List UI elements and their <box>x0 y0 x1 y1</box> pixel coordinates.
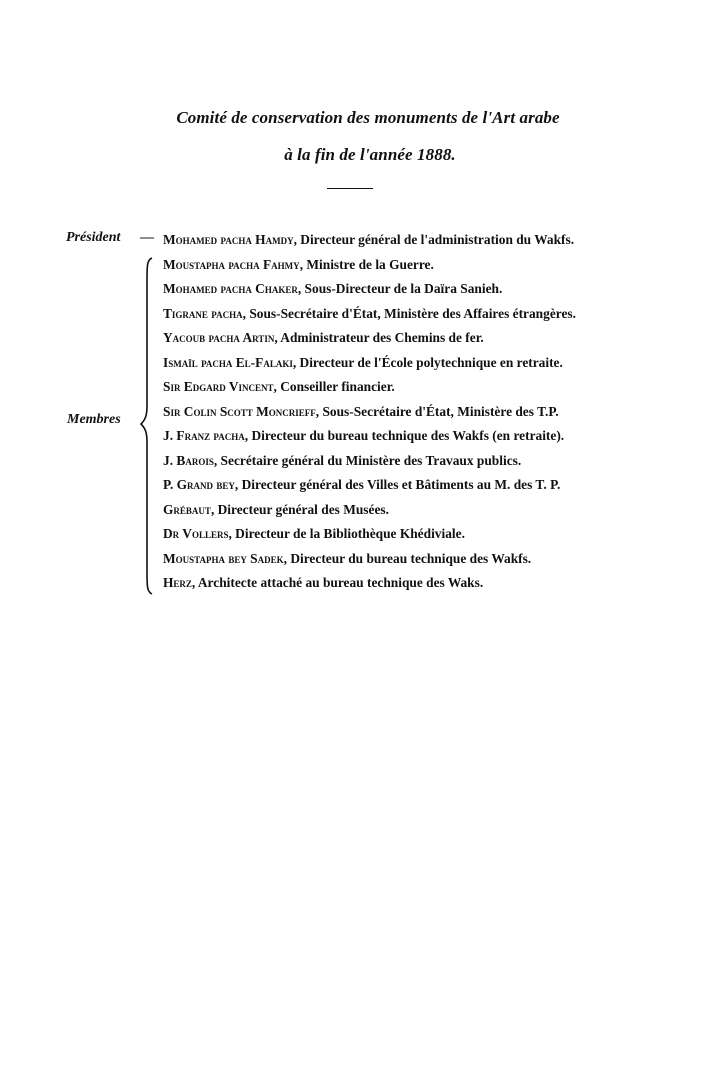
entry-separator: , <box>234 477 242 492</box>
member-name: Moustapha bey Sadek <box>163 550 284 566</box>
list-item <box>163 475 663 500</box>
member-role: Conseiller financier. <box>280 379 395 394</box>
entry-separator: , <box>274 330 281 345</box>
members-label: Membres <box>67 412 121 427</box>
entry-separator: , <box>228 526 236 541</box>
member-name: Sir Colin Scott Moncrieff <box>163 403 316 419</box>
list-item <box>163 328 663 353</box>
list-item <box>163 377 663 402</box>
member-name: Tigrane pacha <box>163 305 243 321</box>
member-name: Mohamed pacha Hamdy <box>163 232 294 247</box>
member-name: Ismaïl pacha El-Falaki <box>163 354 293 370</box>
member-role: Directeur du bureau technique des Wakfs (en retraite). <box>251 428 565 443</box>
list-item <box>163 304 663 329</box>
member-name: Moustapha pacha Fahmy <box>163 256 300 272</box>
member-role: Sous-Secrétaire d'État, Ministère des Affaires étrangères. <box>249 305 576 321</box>
entry-separator: , <box>315 403 323 419</box>
member-role: Secrétaire général du Ministère des Travaux publics. <box>220 452 522 468</box>
member-role: Directeur général de l'administration du Wakfs. <box>300 232 575 247</box>
entry-separator: , <box>242 305 250 321</box>
list-item <box>163 230 663 255</box>
member-role: Directeur de l'École polytechnique en retraite. <box>299 354 563 370</box>
list-item <box>163 549 663 574</box>
members-brace-icon <box>140 256 162 596</box>
list-item <box>163 426 663 451</box>
entry-separator: , <box>297 281 305 296</box>
member-role: Ministre de la Guerre. <box>306 256 434 272</box>
committee-list <box>163 230 663 598</box>
list-item <box>163 402 663 427</box>
entry-separator: , <box>210 501 218 517</box>
member-name: Sir Edgard Vincent <box>163 379 274 394</box>
entry-separator: , <box>273 379 281 394</box>
member-role: Architecte attaché au bureau technique des Waks. <box>197 575 484 590</box>
member-role: Directeur général des Musées. <box>217 501 389 517</box>
title-divider <box>327 188 373 189</box>
member-name: Herz <box>163 575 192 590</box>
member-role: Administrateur des Chemins de fer. <box>280 330 484 345</box>
page-title: Comité de conservation des monuments de l'Art arabe <box>176 108 560 127</box>
entry-separator: , <box>293 232 301 247</box>
member-name: Mohamed pacha Chaker <box>163 281 298 296</box>
entry-separator: , <box>213 452 221 468</box>
entry-separator: , <box>191 575 198 590</box>
list-item <box>163 524 663 549</box>
member-name: Dr Vollers <box>163 526 229 541</box>
entry-separator: , <box>283 550 291 566</box>
member-name: Yacoub pacha Artin <box>163 330 275 345</box>
member-name: P. Grand bey <box>163 477 235 492</box>
member-role: Directeur général des Villes et Bâtiments au M. des T. P. <box>241 477 561 492</box>
member-name: J. Franz pacha <box>163 428 245 443</box>
member-name: Grébaut <box>163 501 211 517</box>
member-role: Sous-Directeur de la Daïra Sanieh. <box>304 281 503 296</box>
entry-separator: , <box>299 256 307 272</box>
president-label: Président <box>66 230 121 245</box>
member-role: Sous-Secrétaire d'État, Ministère des T.P. <box>322 403 559 419</box>
page-subtitle: à la fin de l'année 1888. <box>284 145 456 164</box>
list-item <box>163 255 663 280</box>
president-dash: — <box>140 230 154 245</box>
entry-separator: , <box>292 354 300 370</box>
list-item <box>163 451 663 476</box>
list-item <box>163 573 663 598</box>
list-item <box>163 500 663 525</box>
member-role: Directeur de la Bibliothèque Khédiviale. <box>235 526 465 541</box>
list-item <box>163 279 663 304</box>
list-item <box>163 353 663 378</box>
entry-separator: , <box>244 428 252 443</box>
member-role: Directeur du bureau technique des Wakfs. <box>290 550 532 566</box>
member-name: J. Barois <box>163 452 214 468</box>
